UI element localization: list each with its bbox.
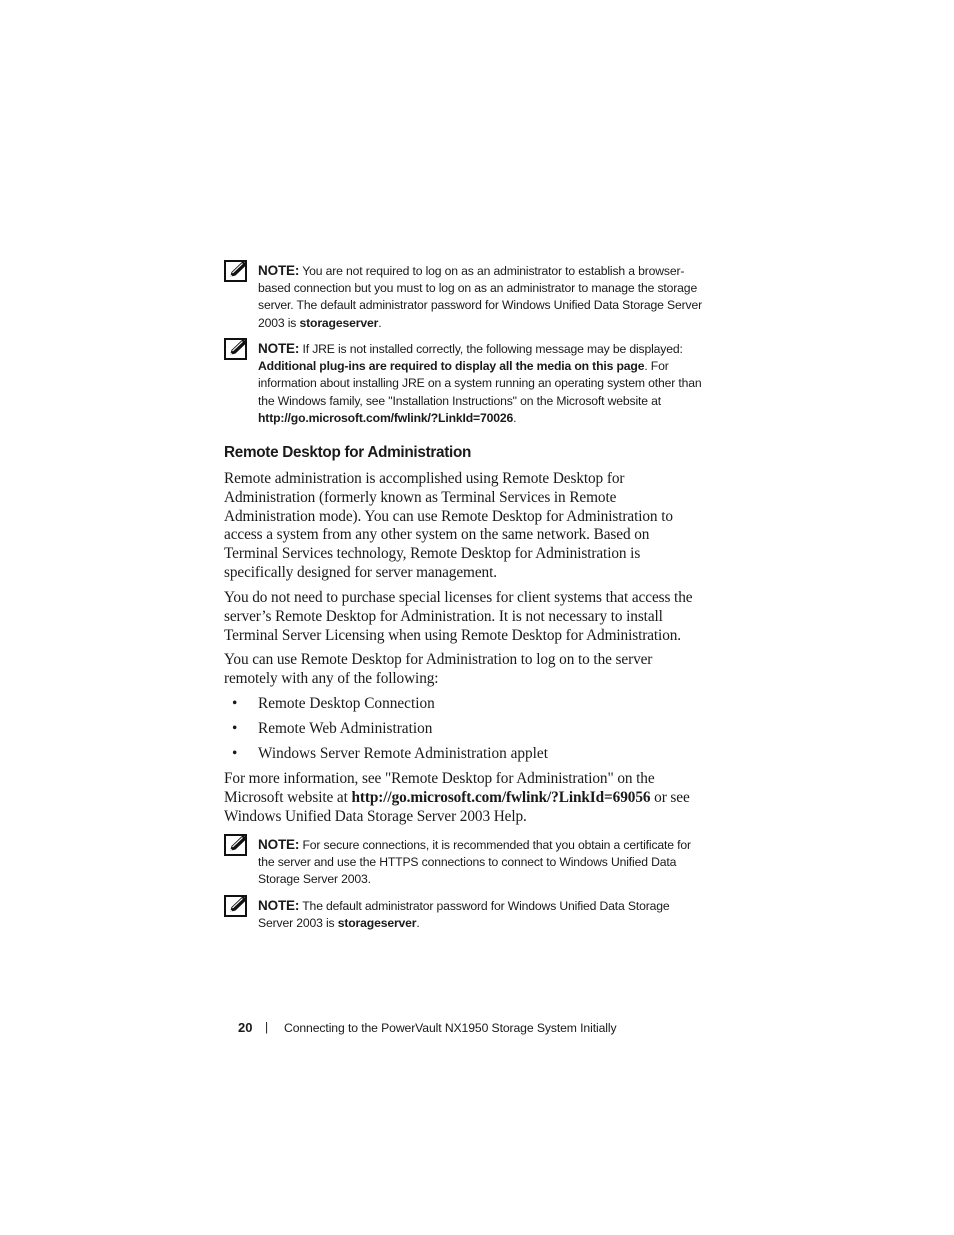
note-pencil-icon [224,260,250,282]
note-3 [224,836,704,889]
paragraph-2: You do not need to purchase special licenses for client systems that access the server’s Remote Desktop for Administration. It is not necessary to install Terminal Server Licensing when using Remote Desktop for Administration. [224,589,693,644]
note-4 [224,897,704,932]
note-pencil-icon [224,834,250,856]
list-item-text: Windows Server Remote Administration applet [258,745,548,762]
footer-separator: | [265,1020,269,1034]
note-2 [224,340,704,427]
note-text: For secure connections, it is recommended that you obtain a certificate for the server and use the HTTPS connections to connect to Windows Unified Data Storage Server 2003. [258,838,691,887]
page-number: 20 [238,1020,253,1035]
note-text-end: . [416,916,420,931]
section-heading: Remote Desktop for Administration [224,444,472,461]
note-label: NOTE: [258,263,300,278]
page-footer [238,1020,617,1035]
bullet-dot: • [232,745,238,762]
note-text: If JRE is not installed correctly, the following message may be displayed: [299,342,683,356]
note-text: The default administrator password for Windows Unified Data Storage Server 2003 is [258,899,670,931]
paragraph-1: Remote administration is accomplished using Remote Desktop for Administration (formerly known as Terminal Services in Remote Administration mode). You can use Remote Desktop for Administration to access a system from any other system on the same network. Based on Terminal Services technology, Remote Desktop for Administration is specifically designed for server management. [224,470,673,581]
more-info-text: For more information, see "Remote Desktop for Administration" on the Microsoft website at [224,770,655,806]
note-password: storageserver [299,315,379,330]
bullet-dot: • [232,695,238,712]
list-item-text: Remote Desktop Connection [258,695,435,712]
more-info-text-end: or see Windows Unified Data Storage Server 2003 Help. [224,788,690,825]
note-label: NOTE: [258,341,300,356]
paragraph-3: You can use Remote Desktop for Administration to log on to the server remotely with any of the following: [224,651,653,687]
note-text: You are not required to log on as an administrator to establish a browser-based connection but you must to log on as an administrator to manage the storage server. The default administrator password for Windows Unified Data Storage Server 2003 is [258,264,703,330]
bullet-dot: • [232,720,238,737]
note-pencil-icon [224,338,250,360]
note-1 [224,262,704,332]
note-message: Additional plug-ins are required to display all the media on this page [258,359,645,374]
note-text-end: . [378,315,382,330]
note-label: NOTE: [258,837,300,852]
list-item-text: Remote Web Administration [258,720,433,737]
footer-chapter-title: Connecting to the PowerVault NX1950 Storage System Initially [284,1021,617,1035]
note-text-middle: . For information about installing JRE on a system running an operating system other than the Windows family, see "Installation Instructions" on the Microsoft website at [258,359,702,408]
note-text-end: . [513,410,517,425]
note-link[interactable]: http://go.microsoft.com/fwlink/?LinkId=70026 [258,410,514,425]
more-info-link[interactable]: http://go.microsoft.com/fwlink/?LinkId=69056 [351,788,651,806]
note-password: storageserver [337,916,417,931]
note-pencil-icon [224,895,250,917]
note-label: NOTE: [258,898,300,913]
paragraph-more-info [224,770,704,826]
